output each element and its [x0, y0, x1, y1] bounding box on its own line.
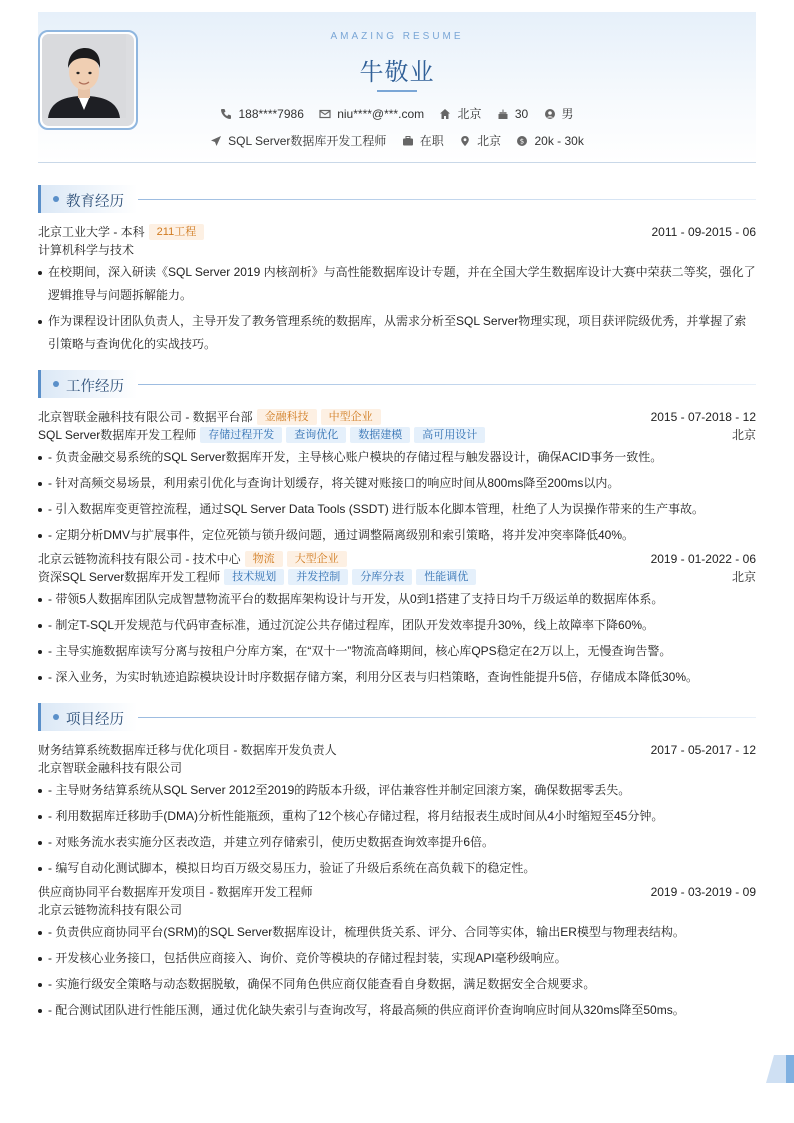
briefcase-icon — [402, 135, 414, 147]
project-entry-1 — [38, 741, 756, 880]
skill-tag: 存储过程开发 — [200, 427, 282, 443]
list-item: - 开发核心业务接口，包括供应商接入、询价、竞价等模块的存储过程封装，实现API毫秒级响应。 — [38, 947, 756, 970]
job-role: 资深SQL Server数据库开发工程师 — [38, 570, 221, 584]
list-item: - 主导实施数据库读写分离与按租户分库方案，在“双十一”物流高峰期间，核心库QPS稳定在2万以上，无慢查询告警。 — [38, 640, 756, 663]
list-item: - 对账务流水表实施分区表改造，并建立列存储索引，使历史数据查询效率提升6倍。 — [38, 831, 756, 854]
resume-header — [38, 12, 756, 163]
project-period: 2019 - 03-2019 - 09 — [650, 885, 756, 899]
education-period: 2011 - 09-2015 - 06 — [651, 225, 756, 239]
work-period: 2019 - 01-2022 - 06 — [650, 552, 756, 566]
salary-item — [516, 134, 583, 148]
work-section-title: 工作经历 — [38, 370, 756, 398]
list-item: - 编写自动化测试脚本，模拟日均百万级交易压力，验证了升级后系统在高负载下的稳定性。 — [38, 857, 756, 880]
list-item: - 利用数据库迁移助手(DMA)分析性能瓶颈，重构了12个核心存储过程，将月结报表生成时间从4小时缩短至45分钟。 — [38, 805, 756, 828]
project-company: 北京智联金融科技有限公司 — [38, 761, 183, 775]
education-entry — [38, 223, 756, 356]
project-name-role: 财务结算系统数据库迁移与优化项目 - 数据库开发负责人 — [38, 743, 337, 757]
target-city-item — [459, 132, 501, 149]
company-tag: 金融科技 — [257, 409, 317, 425]
company-tag: 大型企业 — [287, 551, 347, 567]
education-header-row — [38, 223, 756, 241]
company-name: 北京云链物流科技有限公司 - 技术中心 — [38, 552, 241, 566]
skill-tag: 高可用设计 — [414, 427, 485, 443]
school-degree: 北京工业大学 - 本科 — [38, 225, 145, 239]
list-item: - 定期分析DMV与扩展事件，定位死锁与锁升级问题，通过调整隔离级别和索引策略，将并发冲突率降低40%。 — [38, 524, 756, 547]
section-dot-icon — [53, 381, 59, 387]
list-item: - 引入数据库变更管控流程，通过SQL Server Data Tools (SSDT) 进行版本化脚本管理，杜绝了人为误操作带来的生产事故。 — [38, 498, 756, 521]
status-item — [402, 132, 444, 149]
project-entry-2 — [38, 883, 756, 1022]
skill-tag: 技术规划 — [224, 569, 284, 585]
phone-item — [220, 107, 303, 121]
education-bullets — [38, 261, 756, 356]
age-text: 30 — [514, 106, 529, 121]
position-item — [210, 132, 386, 149]
age-item — [497, 107, 528, 121]
send-icon — [210, 135, 222, 147]
city-item — [439, 105, 481, 122]
city-text: 北京 — [457, 107, 482, 121]
resume-page — [38, 12, 756, 1025]
work-bullets — [38, 588, 756, 689]
company-tag: 中型企业 — [321, 409, 381, 425]
company-name: 北京智联金融科技有限公司 - 数据平台部 — [38, 410, 253, 424]
education-section-title: 教育经历 — [38, 185, 756, 213]
svg-text:$: $ — [520, 137, 525, 146]
email-text: niu****@***.com — [337, 106, 425, 121]
user-icon — [544, 108, 556, 120]
skill-tag: 查询优化 — [286, 427, 346, 443]
work-entry-1 — [38, 408, 756, 547]
location-pin-icon — [459, 135, 471, 147]
job-role: SQL Server数据库开发工程师 — [38, 428, 197, 442]
section-dot-icon — [53, 714, 59, 720]
list-item: 作为课程设计团队负责人，主导开发了教务管理系统的数据库，从需求分析至SQL Server物理实现，项目获评院级优秀，并掌握了索引策略与查询优化的实战技巧。 — [38, 310, 756, 356]
position-text: SQL Server数据库开发工程师 — [228, 134, 387, 148]
work-period: 2015 - 07-2018 - 12 — [650, 410, 756, 424]
project-period: 2017 - 05-2017 - 12 — [650, 743, 756, 757]
list-item: - 负责金融交易系统的SQL Server数据库开发，主导核心账户模块的存储过程与触发器设计，确保ACID事务一致性。 — [38, 446, 756, 469]
phone-icon — [220, 108, 232, 120]
project-company: 北京云链物流科技有限公司 — [38, 903, 183, 917]
education-major: 计算机科学与技术 — [38, 243, 135, 257]
list-item: - 深入业务，为实时轨迹追踪模块设计时序数据存储方案，利用分区表与归档策略，查询性能提升5倍，存储成本降低30%。 — [38, 666, 756, 689]
home-icon — [439, 108, 451, 120]
list-item: - 针对高频交易场景，利用索引优化与查询计划缓存，将关键对账接口的响应时间从800ms降至200ms以内。 — [38, 472, 756, 495]
mail-icon — [319, 108, 331, 120]
work-location: 北京 — [731, 570, 756, 584]
school-tag: 211工程 — [149, 224, 205, 240]
project-bullets — [38, 921, 756, 1022]
cake-icon — [497, 108, 509, 120]
company-tag: 物流 — [245, 551, 283, 567]
candidate-name: 牛敬业 — [359, 59, 435, 86]
project-bullets — [38, 779, 756, 880]
list-item: 在校期间，深入研读《SQL Server 2019 内核剖析》与高性能数据库设计专题，并在全国大学生数据库设计大赛中荣获二等奖，强化了逻辑推导与问题拆解能力。 — [38, 261, 756, 307]
resume-brand: AMAZING RESUME — [330, 31, 464, 42]
skill-tag: 分库分表 — [352, 569, 412, 585]
target-city-text: 北京 — [477, 134, 502, 148]
project-name-role: 供应商协同平台数据库开发项目 - 数据库开发工程师 — [38, 885, 313, 899]
list-item: - 主导财务结算系统从SQL Server 2012至2019的跨版本升级，评估兼容性并制定回滚方案，确保数据零丢失。 — [38, 779, 756, 802]
list-item: - 配合测试团队进行性能压测，通过优化缺失索引与查询改写，将最高频的供应商评价查询响应时间从320ms降至50ms。 — [38, 999, 756, 1022]
status-text: 在职 — [419, 134, 444, 148]
project-section-title: 项目经历 — [38, 703, 756, 731]
contact-row — [38, 105, 756, 122]
skill-tag: 数据建模 — [350, 427, 410, 443]
name-underline — [377, 90, 417, 92]
list-item: - 实施行级安全策略与动态数据脱敏，确保不同角色供应商仅能查看自身数据，满足数据安全合规要求。 — [38, 973, 756, 996]
work-entry-2 — [38, 550, 756, 689]
list-item: - 负责供应商协同平台(SRM)的SQL Server数据库设计，梳理供货关系、评分、合同等实体，输出ER模型与物理表结构。 — [38, 921, 756, 944]
phone-text: 188****7986 — [238, 106, 304, 121]
money-icon — [516, 135, 528, 147]
salary-text: 20k - 30k — [534, 133, 584, 148]
work-bullets — [38, 446, 756, 547]
email-item — [319, 107, 424, 121]
gender-text: 男 — [561, 107, 574, 121]
gender-item — [544, 105, 574, 122]
work-location: 北京 — [731, 428, 756, 442]
list-item: - 制定T-SQL开发规范与代码审查标准，通过沉淀公共存储过程库，团队开发效率提升30%，线上故障率下降60%。 — [38, 614, 756, 637]
page-corner-decoration — [766, 1055, 794, 1083]
section-dot-icon — [53, 196, 59, 202]
intent-row — [38, 132, 756, 149]
skill-tag: 性能调优 — [416, 569, 476, 585]
list-item: - 带领5人数据库团队完成智慧物流平台的数据库架构设计与开发，从0到1搭建了支持日均千万级运单的数据库体系。 — [38, 588, 756, 611]
skill-tag: 并发控制 — [288, 569, 348, 585]
